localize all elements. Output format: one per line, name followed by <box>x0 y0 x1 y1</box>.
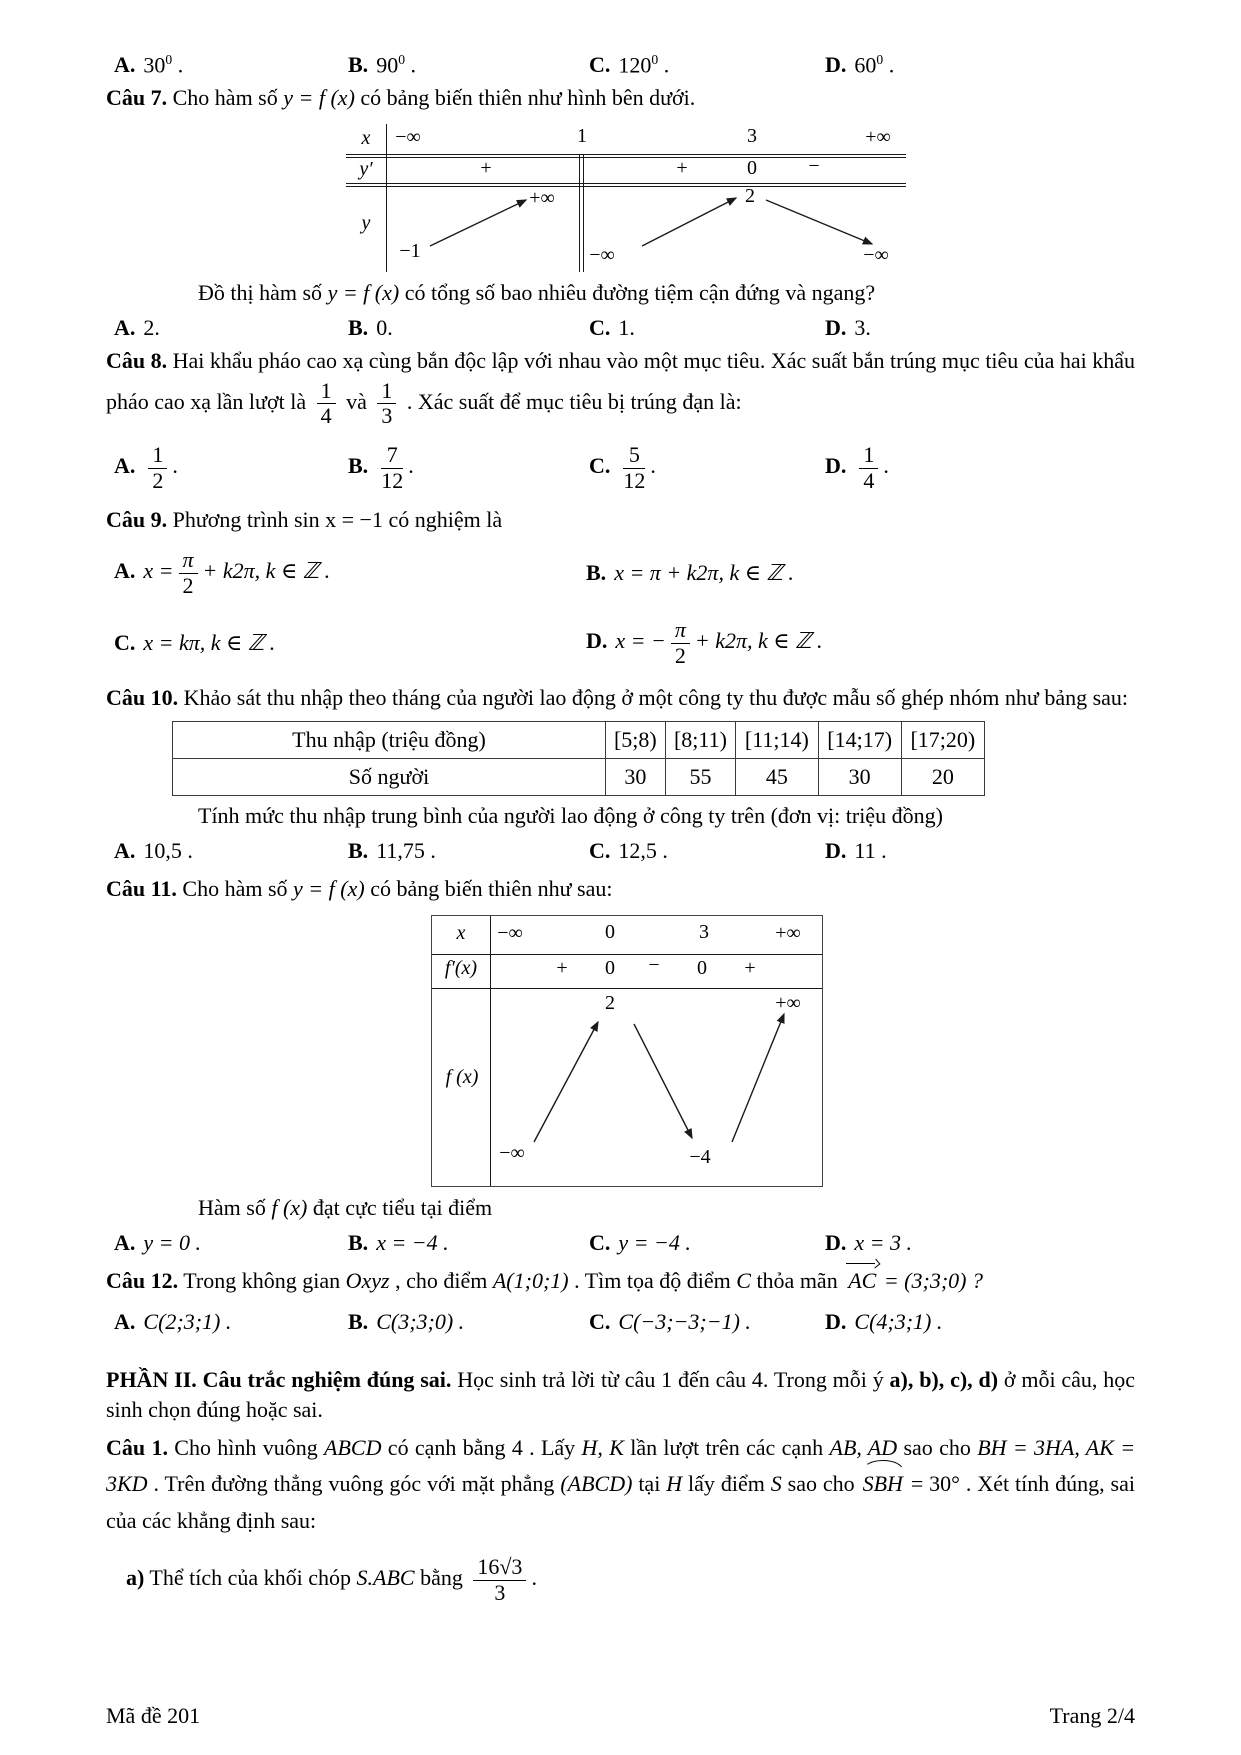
option-label: B. <box>348 1229 369 1255</box>
text-segment: Cho hình vuông <box>167 1435 325 1461</box>
math-segment: H, K <box>581 1435 624 1461</box>
table-cell: Số người <box>173 759 606 796</box>
row-label-derivative: f′(x) <box>444 956 478 979</box>
text-segment: Học sinh trả lời từ câu 1 đến câu 4. Trong mỗi ý <box>451 1366 890 1392</box>
option-b <box>348 441 589 495</box>
option-value: y = 0 . <box>143 1229 202 1255</box>
option-label: B. <box>348 1308 369 1334</box>
math-segment: sin x = −1 <box>293 507 383 533</box>
option-label: D. <box>825 1308 847 1334</box>
text-segment: Đồ thị hàm số <box>198 280 328 306</box>
text-segment: bằng <box>414 1565 469 1591</box>
option-value: 11 . <box>854 838 887 864</box>
income-table <box>172 721 985 796</box>
limit-value: +∞ <box>775 991 801 1014</box>
option-tail: . <box>650 453 656 479</box>
option-c <box>589 52 825 78</box>
option-value: x = kπ, k ∈ ℤ . <box>143 630 276 656</box>
option-label: A. <box>114 52 136 78</box>
sign-value: 0 <box>697 956 707 979</box>
text-segment: có bảng biến thiên như hình bên dưới. <box>354 85 696 111</box>
question-9-options <box>106 546 1135 671</box>
option-value: 12,5 . <box>618 838 668 864</box>
text-segment: Thể tích của khối chóp <box>144 1565 357 1591</box>
axis-value: 3 <box>699 920 709 943</box>
text-segment: sao cho <box>781 1471 861 1497</box>
option-value: 1. <box>618 314 635 340</box>
option-c <box>589 441 825 495</box>
math-segment: f (x) <box>271 1194 308 1220</box>
option-label: A. <box>114 453 136 479</box>
table-cell: 45 <box>736 759 818 796</box>
frac-denominator: 2 <box>152 467 164 493</box>
option-b <box>348 1309 589 1335</box>
text-segment: đạt cực tiểu tại điểm <box>307 1194 493 1220</box>
option-c <box>589 315 825 341</box>
text-segment: Khảo sát thu nhập theo tháng của người lao động ở một công ty thu được mẫu số ghép nhóm như bảng sau: <box>178 684 1129 710</box>
option-c <box>589 1230 825 1256</box>
table-cell: Thu nhập (triệu đồng) <box>173 722 606 759</box>
fraction <box>473 1555 526 1605</box>
degree-exponent: 0 <box>398 52 405 67</box>
option-b <box>348 838 589 864</box>
option-b <box>348 315 589 341</box>
table-cell: [11;14) <box>736 722 818 759</box>
option-value: x = −4 . <box>376 1229 449 1255</box>
text-segment: Hai khẩu pháo cao xạ cùng bắn độc lập với nhau vào một mục tiêu. Xác suất bắn trúng mục tiêu của hai khẩu pháo cao xạ lần lượt là <box>106 347 1135 414</box>
option-value: 0. <box>376 314 393 340</box>
math-segment: S <box>770 1471 782 1497</box>
increase-arrow-icon <box>430 200 526 246</box>
option-label: A. <box>114 1308 136 1334</box>
option-a <box>114 315 348 341</box>
option-tail: . <box>172 52 184 78</box>
option-value: C(−3;−3;−1) . <box>618 1308 751 1334</box>
option-label: B. <box>586 560 607 586</box>
text-segment: = 30° . Xét tính đúng, sai của các khẳng định sau: <box>106 1471 1135 1533</box>
question-11-text <box>106 874 1135 905</box>
option-label: B. <box>348 52 369 78</box>
row-label-function: y <box>361 212 371 235</box>
math-segment: y = f (x) <box>327 280 400 306</box>
math-segment: Oxyz <box>345 1267 390 1293</box>
math-segment: = (3;3;0) ? <box>878 1267 983 1293</box>
option-label: B. <box>348 838 369 864</box>
option-label: C. <box>589 453 611 479</box>
question-6-options <box>106 52 1135 78</box>
text-segment: và <box>340 388 373 414</box>
sign-value: 0 <box>747 157 757 180</box>
table-cell: [8;11) <box>665 722 736 759</box>
option-d <box>825 838 1135 864</box>
question-11-options <box>106 1230 1135 1256</box>
option-a <box>114 546 586 600</box>
option-label: C. <box>114 630 136 656</box>
table-cell: [14;17) <box>818 722 901 759</box>
extremum-value: 2 <box>605 991 615 1014</box>
option-value: 3. <box>854 314 871 340</box>
degree-exponent: 0 <box>876 52 884 67</box>
option-label: D. <box>825 838 847 864</box>
part-2-title: PHẦN II. Câu trắc nghiệm đúng sai. <box>106 1366 452 1392</box>
option-tail: . <box>883 453 889 479</box>
decrease-arrow-icon <box>634 1024 692 1138</box>
frac-numerator: 1 <box>377 379 396 405</box>
question-number: Câu 9. <box>106 507 168 533</box>
option-c <box>114 630 586 656</box>
option-a <box>114 441 348 495</box>
axis-value: 1 <box>577 125 587 148</box>
text-segment: . <box>531 1565 537 1591</box>
option-d <box>586 616 1135 670</box>
limit-value: −1 <box>399 240 421 263</box>
question-10-prompt: Tính mức thu nhập trung bình của người lao động ở công ty trên (đơn vị: triệu đồng) <box>198 803 943 829</box>
statement-a <box>106 1553 1135 1607</box>
text-segment: Cho hàm số <box>176 876 294 902</box>
option-d <box>825 441 1135 495</box>
extremum-value: 2 <box>745 185 755 208</box>
table-cell: [17;20) <box>901 722 984 759</box>
frac-denominator: 4 <box>320 403 332 429</box>
frac-denominator: 3 <box>494 1579 506 1605</box>
question-7-prompt <box>106 278 1135 309</box>
exam-code: Mã đề 201 <box>106 1703 201 1728</box>
question-number: Câu 1. <box>106 1435 168 1461</box>
part2-question-1-text <box>106 1430 1135 1539</box>
option-a <box>114 52 348 78</box>
degree-exponent: 0 <box>165 52 173 67</box>
frac-numerator: π <box>179 548 198 574</box>
text-segment: Hàm số <box>198 1194 272 1220</box>
text-segment: ở mỗi câu, học sinh chọn đúng hoặc sai. <box>106 1366 1136 1423</box>
math-segment: (ABCD) <box>560 1471 633 1497</box>
fraction <box>859 443 878 493</box>
degree-exponent: 0 <box>651 52 659 67</box>
text-segment: có nghiệm là <box>382 507 503 533</box>
text-segment: tại <box>632 1471 667 1497</box>
option-a <box>114 838 348 864</box>
text-segment: Phương trình <box>167 507 294 533</box>
monotonicity-arrows <box>346 124 906 272</box>
math-segment: y = f (x) <box>283 85 355 111</box>
axis-value: −∞ <box>395 126 421 149</box>
sign-value: + <box>556 956 568 979</box>
math-segment: + k2π, k ∈ ℤ . <box>694 628 823 654</box>
option-value: C(4;3;1) . <box>854 1308 943 1334</box>
statement-label: a) <box>126 1565 145 1591</box>
text-segment: có cạnh bằng 4 . Lấy <box>381 1435 582 1461</box>
frac-denominator: 12 <box>381 467 404 493</box>
angle-notation: SBH <box>861 1466 905 1502</box>
table-cell: 30 <box>606 759 666 796</box>
page-footer <box>106 1703 1135 1729</box>
vector-notation: AC <box>846 1266 878 1297</box>
option-value: 60 <box>854 52 877 78</box>
text-segment: có tổng số bao nhiêu đường tiệm cận đứng và ngang? <box>399 280 876 306</box>
option-value: 30 <box>143 52 166 78</box>
fraction <box>671 618 690 668</box>
option-value: 90 <box>376 52 399 78</box>
option-label: A. <box>114 314 136 340</box>
question-10-options <box>106 838 1135 864</box>
table-row <box>173 722 985 759</box>
option-value: C(3;3;0) . <box>376 1308 465 1334</box>
math-segment: x = <box>143 558 174 584</box>
frac-denominator: 2 <box>674 642 686 668</box>
option-label: D. <box>825 314 847 340</box>
option-d <box>825 315 1135 341</box>
limit-value: −∞ <box>863 244 889 267</box>
frac-numerator: 1 <box>148 443 167 469</box>
row-label-derivative: y′ <box>359 158 373 181</box>
text-segment: , cho điểm <box>389 1267 493 1293</box>
option-c <box>589 1309 825 1335</box>
sign-value: 0 <box>605 956 615 979</box>
question-11-prompt <box>106 1193 1135 1224</box>
option-value: 10,5 . <box>143 838 193 864</box>
option-tail: . <box>408 453 414 479</box>
option-label: C. <box>589 1308 611 1334</box>
option-tail: . <box>172 453 178 479</box>
table-cell: [5;8) <box>606 722 666 759</box>
option-label: C. <box>589 838 611 864</box>
question-12-options <box>106 1309 1135 1335</box>
limit-value: +∞ <box>529 187 555 210</box>
option-label: D. <box>586 628 608 654</box>
text-segment: Cho hàm số <box>167 85 284 111</box>
math-segment: AB, AD <box>829 1435 898 1461</box>
row-label-function: f (x) <box>445 1065 479 1088</box>
fraction <box>148 443 167 493</box>
sign-value: − <box>808 155 820 178</box>
option-value: x = 3 . <box>854 1229 913 1255</box>
frac-numerator: 16√3 <box>473 1555 526 1581</box>
math-segment: H <box>666 1471 683 1497</box>
sign-value: + <box>744 956 756 979</box>
question-8-text <box>106 346 1135 431</box>
question-number: Câu 10. <box>106 684 179 710</box>
page-number: Trang 2/4 <box>1049 1703 1135 1728</box>
math-segment: S.ABC <box>356 1565 415 1591</box>
text-segment: . Tìm tọa độ điểm <box>568 1267 737 1293</box>
option-label: D. <box>825 1229 847 1255</box>
option-label: A. <box>114 558 136 584</box>
text-segment: Trong không gian <box>178 1267 346 1293</box>
option-tail: . <box>405 52 416 78</box>
math-segment: + k2π, k ∈ ℤ . <box>202 558 331 584</box>
math-segment: BH = 3HA, AK = 3KD <box>106 1435 1136 1497</box>
option-c <box>589 838 825 864</box>
frac-numerator: 7 <box>381 443 403 469</box>
option-label: B. <box>348 314 369 340</box>
text-segment-bold: a), b), c), d) <box>889 1366 999 1392</box>
increase-arrow-icon <box>642 198 736 246</box>
option-label: B. <box>348 453 369 479</box>
math-segment: ABCD <box>324 1435 382 1461</box>
question-number: Câu 7. <box>106 85 168 111</box>
option-label: D. <box>825 52 847 78</box>
axis-value: +∞ <box>865 126 891 149</box>
axis-value: 3 <box>747 125 757 148</box>
question-number: Câu 8. <box>106 347 168 373</box>
frac-denominator: 4 <box>863 467 875 493</box>
text-segment: có bảng biến thiên như sau: <box>364 876 613 902</box>
question-8-options <box>106 441 1135 495</box>
option-label: A. <box>114 838 136 864</box>
frac-denominator: 3 <box>381 403 393 429</box>
text-segment: . Xác suất để mục tiêu bị trúng đạn là: <box>401 388 742 414</box>
question-12-text <box>106 1266 1135 1297</box>
variation-table-q11 <box>431 915 823 1187</box>
question-10-text <box>106 683 1135 714</box>
option-value: 120 <box>618 52 652 78</box>
option-label: D. <box>825 453 847 479</box>
text-segment: lần lượt trên các cạnh <box>623 1435 830 1461</box>
option-value: C(2;3;1) . <box>143 1308 232 1334</box>
axis-value: +∞ <box>775 921 801 944</box>
option-label: C. <box>589 314 611 340</box>
fraction <box>381 443 403 493</box>
axis-value: 0 <box>605 920 615 943</box>
option-label: C. <box>589 52 611 78</box>
table-cell: 20 <box>901 759 984 796</box>
sign-value: + <box>480 157 492 180</box>
text-segment: . Trên đường thẳng vuông góc với mặt phẳng <box>147 1471 561 1497</box>
increase-arrow-icon <box>732 1014 784 1142</box>
option-value: 11,75 . <box>376 838 436 864</box>
question-7-text <box>106 83 1135 114</box>
extremum-value: −4 <box>689 1145 711 1168</box>
option-value: 2. <box>143 314 160 340</box>
option-b <box>586 560 1135 586</box>
fraction <box>623 443 645 493</box>
limit-value: −∞ <box>589 244 615 267</box>
question-number: Câu 11. <box>106 876 177 902</box>
part-2-header <box>106 1365 1135 1427</box>
math-segment: x = − <box>615 628 666 654</box>
decrease-arrow-icon <box>766 200 872 244</box>
question-9-text <box>106 505 1135 536</box>
option-value: y = −4 . <box>618 1229 691 1255</box>
option-d <box>825 52 1135 78</box>
variation-table-q7 <box>346 124 906 272</box>
question-7-options <box>106 315 1135 341</box>
increase-arrow-icon <box>534 1022 598 1142</box>
fraction <box>317 379 336 429</box>
table-cell: 30 <box>818 759 901 796</box>
monotonicity-arrows <box>432 916 822 1186</box>
text-segment: thỏa mãn <box>750 1267 844 1293</box>
frac-denominator: 12 <box>623 467 646 493</box>
frac-denominator: 2 <box>182 572 194 598</box>
math-segment: C <box>736 1267 751 1293</box>
option-label: A. <box>114 1229 136 1255</box>
option-tail: . <box>658 52 670 78</box>
option-a <box>114 1309 348 1335</box>
text-segment: sao cho <box>897 1435 978 1461</box>
table-cell: 55 <box>665 759 736 796</box>
sign-value: − <box>648 953 660 976</box>
fraction <box>377 379 396 429</box>
row-label-x: x <box>361 127 371 150</box>
frac-numerator: 1 <box>859 443 878 469</box>
option-tail: . <box>883 52 895 78</box>
frac-numerator: 1 <box>317 379 336 405</box>
sign-value: + <box>676 157 688 180</box>
limit-value: −∞ <box>499 1141 525 1164</box>
option-b <box>348 52 589 78</box>
option-a <box>114 1230 348 1256</box>
row-label-x: x <box>456 921 466 944</box>
axis-value: −∞ <box>497 921 523 944</box>
option-d <box>825 1309 1135 1335</box>
frac-numerator: 5 <box>623 443 645 469</box>
fraction <box>179 548 198 598</box>
option-value: x = π + k2π, k ∈ ℤ . <box>614 560 794 586</box>
question-number: Câu 12. <box>106 1267 179 1293</box>
option-label: C. <box>589 1229 611 1255</box>
option-b <box>348 1230 589 1256</box>
table-row <box>173 759 985 796</box>
frac-numerator: π <box>671 618 690 644</box>
math-segment: A(1;0;1) <box>492 1267 569 1293</box>
option-d <box>825 1230 1135 1256</box>
text-segment: lấy điểm <box>682 1471 771 1497</box>
math-segment: y = f (x) <box>293 876 365 902</box>
